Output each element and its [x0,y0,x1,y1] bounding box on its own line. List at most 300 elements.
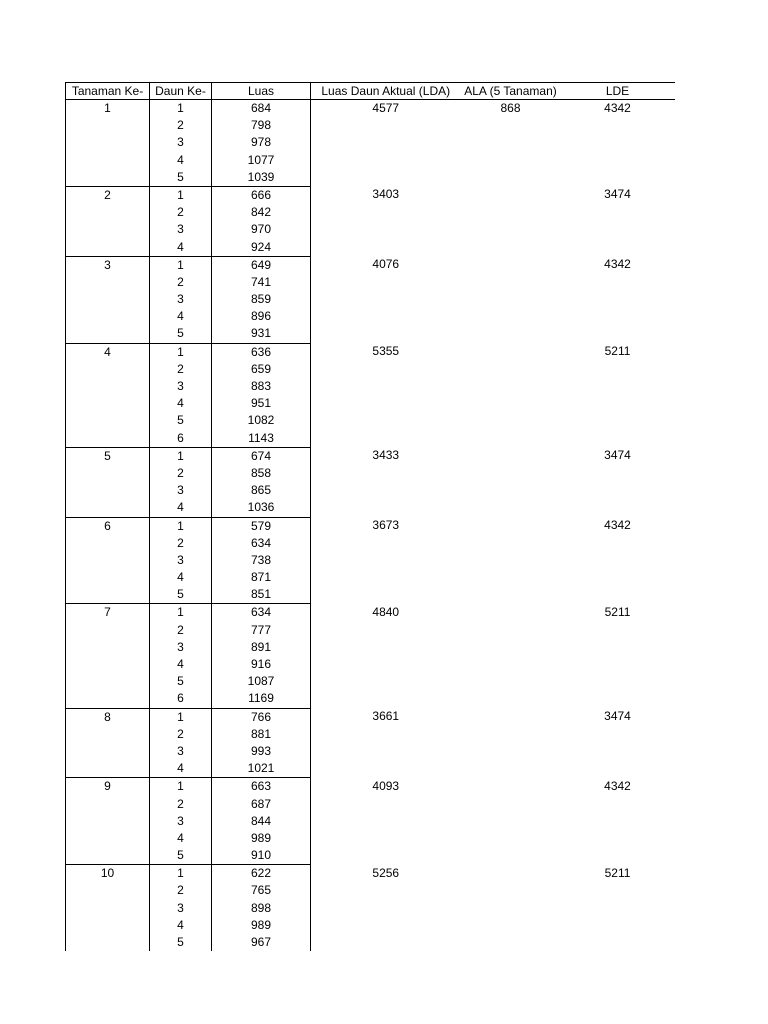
ala-cell [461,708,561,726]
lda-cell [311,482,461,499]
leaf-number-cell: 6 [150,430,212,448]
leaf-area-table [65,82,674,951]
lda-cell [311,221,461,238]
leaf-area-cell: 684 [212,100,311,118]
ala-cell [461,256,561,274]
table-row [66,274,675,291]
plant-number-cell [66,204,150,221]
plant-number-cell [66,412,150,429]
leaf-area-cell: 883 [212,378,311,395]
plant-number-cell [66,726,150,743]
leaf-area-cell: 910 [212,847,311,865]
plant-number-cell: 9 [66,778,150,796]
lde-cell [561,847,675,865]
ala-cell [461,622,561,639]
plant-number-cell [66,830,150,847]
ala-cell [461,117,561,134]
plant-number-cell [66,673,150,690]
leaf-area-cell: 851 [212,586,311,604]
leaf-area-cell: 634 [212,535,311,552]
lde-cell [561,900,675,917]
table-row [66,917,675,934]
lda-cell: 4093 [372,778,400,793]
table-row [66,465,675,482]
leaf-number-cell: 2 [150,361,212,378]
lda-cell: 4840 [372,604,400,619]
leaf-number-cell: 5 [150,673,212,690]
table-row [66,656,675,673]
plant-number-cell [66,796,150,813]
ala-cell [461,865,561,883]
leaf-area-cell: 989 [212,830,311,847]
lde-cell: 3474 [604,187,631,202]
header-lde: LDE [561,83,675,100]
header-tanaman: Tanaman Ke- [66,83,150,100]
plant-number-cell [66,221,150,238]
plant-number-cell [66,169,150,187]
leaf-area-cell: 989 [212,917,311,934]
plant-number-cell [66,882,150,899]
plant-number-cell: 4 [66,343,150,361]
lda-cell [311,430,461,448]
leaf-area-cell: 1036 [212,499,311,517]
ala-cell [461,535,561,552]
leaf-number-cell: 2 [150,204,212,221]
lde-cell [561,690,675,708]
lda-cell [311,760,461,778]
lde-cell [561,882,675,899]
plant-number-cell [66,291,150,308]
plant-number-cell [66,690,150,708]
plant-number-cell [66,900,150,917]
ala-cell [461,465,561,482]
ala-cell [461,499,561,517]
leaf-area-cell: 844 [212,813,311,830]
table-row [66,378,675,395]
leaf-area-cell: 663 [212,778,311,796]
leaf-number-cell: 1 [150,517,212,535]
lde-cell [561,482,675,499]
ala-cell [461,204,561,221]
table-row [66,325,675,343]
table-row [66,308,675,325]
lde-cell [561,796,675,813]
lde-cell [561,586,675,604]
lde-cell [561,239,675,257]
leaf-number-cell: 2 [150,465,212,482]
lda-cell [311,239,461,257]
table-row [66,412,675,429]
ala-cell [461,274,561,291]
ala-cell [461,847,561,865]
ala-cell [461,291,561,308]
leaf-area-cell: 967 [212,934,311,951]
plant-number-cell [66,325,150,343]
lda-cell [311,586,461,604]
table-row [66,221,675,238]
table-row [66,552,675,569]
lde-cell [561,221,675,238]
leaf-number-cell: 5 [150,847,212,865]
lde-cell [561,134,675,151]
table-row [66,882,675,899]
leaf-area-cell: 666 [212,186,311,204]
lde-cell [561,760,675,778]
leaf-number-cell: 4 [150,760,212,778]
leaf-area-cell: 649 [212,256,311,274]
table-row [66,760,675,778]
lde-cell [561,325,675,343]
lda-cell [311,117,461,134]
lde-cell [561,639,675,656]
leaf-number-cell: 1 [150,604,212,622]
leaf-number-cell: 1 [150,865,212,883]
lda-cell [311,308,461,325]
leaf-number-cell: 3 [150,639,212,656]
leaf-number-cell: 1 [150,708,212,726]
leaf-area-cell: 1082 [212,412,311,429]
ala-cell [461,361,561,378]
ala-cell [461,186,561,204]
leaf-number-cell: 4 [150,395,212,412]
leaf-number-cell: 2 [150,535,212,552]
table-row [66,726,675,743]
ala-cell [461,134,561,151]
lda-cell [311,569,461,586]
leaf-number-cell: 3 [150,378,212,395]
ala-cell [461,760,561,778]
table-row [66,673,675,690]
plant-number-cell [66,134,150,151]
table-row [66,152,675,169]
plant-number-cell [66,482,150,499]
lda-cell [311,361,461,378]
table-row [66,186,675,204]
ala-cell [461,673,561,690]
table-row [66,517,675,535]
header-ala: ALA (5 Tanaman) [461,83,561,100]
leaf-number-cell: 3 [150,813,212,830]
leaf-area-cell: 636 [212,343,311,361]
table-row [66,239,675,257]
plant-number-cell: 6 [66,517,150,535]
plant-number-cell [66,760,150,778]
table-row [66,343,675,361]
lde-cell [561,152,675,169]
lde-cell [561,361,675,378]
leaf-number-cell: 3 [150,134,212,151]
lde-cell [561,830,675,847]
lda-cell [311,291,461,308]
leaf-number-cell: 5 [150,934,212,951]
plant-number-cell [66,535,150,552]
lda-cell [311,499,461,517]
leaf-number-cell: 5 [150,586,212,604]
plant-number-cell [66,934,150,951]
leaf-number-cell: 5 [150,169,212,187]
lde-cell [561,117,675,134]
lda-cell [311,726,461,743]
plant-number-cell [66,239,150,257]
table-row [66,604,675,622]
leaf-number-cell: 2 [150,726,212,743]
leaf-area-cell: 871 [212,569,311,586]
ala-cell [461,900,561,917]
table-row [66,395,675,412]
lda-cell [311,274,461,291]
lde-cell [561,274,675,291]
plant-number-cell [66,499,150,517]
lda-cell [311,934,461,951]
lda-cell: 3403 [372,187,400,202]
leaf-area-cell: 842 [212,204,311,221]
plant-number-cell [66,569,150,586]
ala-cell [461,639,561,656]
ala-cell [461,482,561,499]
lde-cell: 4342 [604,518,631,532]
lde-cell [561,622,675,639]
plant-number-cell: 3 [66,256,150,274]
table-row [66,900,675,917]
lde-cell: 4342 [604,101,631,115]
lde-cell [561,395,675,412]
lda-cell [311,882,461,899]
leaf-number-cell: 4 [150,917,212,934]
lde-cell: 5211 [604,344,631,359]
leaf-number-cell: 4 [150,308,212,325]
leaf-area-cell: 859 [212,291,311,308]
ala-cell [461,325,561,343]
table-row [66,813,675,830]
lda-cell [311,395,461,412]
plant-number-cell [66,395,150,412]
ala-cell [461,395,561,412]
lda-cell [311,673,461,690]
table-row [66,499,675,517]
lda-cell [311,690,461,708]
leaf-area-cell: 634 [212,604,311,622]
leaf-number-cell: 1 [150,256,212,274]
lde-cell [561,535,675,552]
lda-cell [311,622,461,639]
lda-cell: 5355 [372,344,400,359]
ala-cell [461,813,561,830]
table-row [66,847,675,865]
table-body [66,100,675,952]
leaf-number-cell: 1 [150,186,212,204]
ala-cell [461,934,561,951]
leaf-number-cell: 5 [150,325,212,343]
lda-cell [311,639,461,656]
lda-cell: 3433 [372,448,400,463]
ala-cell [461,604,561,622]
lda-cell: 4076 [372,257,400,272]
table-row [66,447,675,465]
ala-cell [461,586,561,604]
leaf-number-cell: 4 [150,239,212,257]
leaf-area-cell: 1039 [212,169,311,187]
lde-cell [561,204,675,221]
leaf-area-cell: 1087 [212,673,311,690]
leaf-number-cell: 4 [150,499,212,517]
lda-cell: 3661 [372,709,400,724]
leaf-area-cell: 1143 [212,430,311,448]
table-row [66,569,675,586]
leaf-area-cell: 738 [212,552,311,569]
plant-number-cell: 2 [66,186,150,204]
plant-number-cell [66,586,150,604]
table-row [66,778,675,796]
header-luas: Luas [212,83,311,100]
lde-cell [561,465,675,482]
plant-number-cell [66,847,150,865]
plant-number-cell: 10 [66,865,150,883]
lda-cell [311,830,461,847]
ala-cell [461,343,561,361]
lda-cell [311,465,461,482]
leaf-area-cell: 798 [212,117,311,134]
lde-cell [561,934,675,951]
lde-cell [561,813,675,830]
leaf-area-cell: 993 [212,743,311,760]
lde-cell [561,743,675,760]
plant-number-cell [66,656,150,673]
lda-cell [311,134,461,151]
leaf-number-cell: 4 [150,569,212,586]
leaf-number-cell: 4 [150,152,212,169]
lde-cell: 4342 [604,778,631,793]
lda-cell [311,743,461,760]
lda-cell [311,152,461,169]
table-row [66,639,675,656]
plant-number-cell: 8 [66,708,150,726]
ala-cell [461,430,561,448]
leaf-number-cell: 4 [150,656,212,673]
plant-number-cell [66,622,150,639]
table-row [66,361,675,378]
ala-cell [461,778,561,796]
lde-cell: 3474 [604,448,631,463]
lda-cell [311,204,461,221]
leaf-number-cell: 2 [150,117,212,134]
leaf-area-cell: 916 [212,656,311,673]
leaf-area-cell: 1077 [212,152,311,169]
plant-number-cell [66,430,150,448]
leaf-number-cell: 1 [150,447,212,465]
leaf-number-cell: 5 [150,412,212,429]
plant-number-cell [66,813,150,830]
lda-cell [311,535,461,552]
ala-cell [461,517,561,535]
lde-cell [561,656,675,673]
leaf-area-cell: 858 [212,465,311,482]
table-row [66,535,675,552]
plant-number-cell: 7 [66,604,150,622]
leaf-number-cell: 3 [150,552,212,569]
ala-cell [461,569,561,586]
lde-cell [561,726,675,743]
ala-cell [461,690,561,708]
ala-cell [461,378,561,395]
lda-cell [311,900,461,917]
table-row [66,430,675,448]
leaf-area-cell: 881 [212,726,311,743]
table-row [66,204,675,221]
lde-cell [561,169,675,187]
lda-cell: 5256 [372,865,400,880]
table-row [66,169,675,187]
ala-cell [461,656,561,673]
table-row [66,482,675,499]
leaf-number-cell: 3 [150,743,212,760]
lde-cell [561,412,675,429]
lde-cell [561,378,675,395]
leaf-area-cell: 896 [212,308,311,325]
table-row [66,934,675,951]
leaf-number-cell: 1 [150,778,212,796]
leaf-number-cell: 6 [150,690,212,708]
leaf-area-cell: 687 [212,796,311,813]
ala-cell [461,169,561,187]
leaf-area-cell: 891 [212,639,311,656]
lde-cell [561,673,675,690]
leaf-area-cell: 674 [212,447,311,465]
leaf-number-cell: 2 [150,622,212,639]
lde-cell [561,917,675,934]
leaf-number-cell: 3 [150,221,212,238]
table-row [66,865,675,883]
plant-number-cell [66,378,150,395]
plant-number-cell [66,152,150,169]
leaf-area-cell: 1169 [212,690,311,708]
lde-cell [561,552,675,569]
leaf-area-cell: 931 [212,325,311,343]
leaf-area-cell: 579 [212,517,311,535]
plant-number-cell [66,917,150,934]
plant-number-cell: 1 [66,100,150,118]
leaf-area-cell: 978 [212,134,311,151]
lde-cell [561,291,675,308]
table-row [66,291,675,308]
ala-cell [461,552,561,569]
lda-cell [311,378,461,395]
ala-cell [461,796,561,813]
plant-number-cell [66,117,150,134]
table-row [66,117,675,134]
lda-cell [311,169,461,187]
table-row [66,134,675,151]
table-row [66,622,675,639]
leaf-number-cell: 2 [150,796,212,813]
ala-cell [461,830,561,847]
lda-cell [311,813,461,830]
ala-cell [461,152,561,169]
lda-cell [311,552,461,569]
lde-cell: 3474 [604,709,631,724]
header-lda: Luas Daun Aktual (LDA) [311,83,461,100]
ala-cell [461,412,561,429]
lda-cell [311,656,461,673]
plant-number-cell [66,639,150,656]
leaf-number-cell: 3 [150,482,212,499]
leaf-number-cell: 2 [150,882,212,899]
leaf-number-cell: 4 [150,830,212,847]
ala-cell [461,882,561,899]
lda-cell [311,325,461,343]
table-row [66,586,675,604]
leaf-area-cell: 970 [212,221,311,238]
ala-cell [461,726,561,743]
